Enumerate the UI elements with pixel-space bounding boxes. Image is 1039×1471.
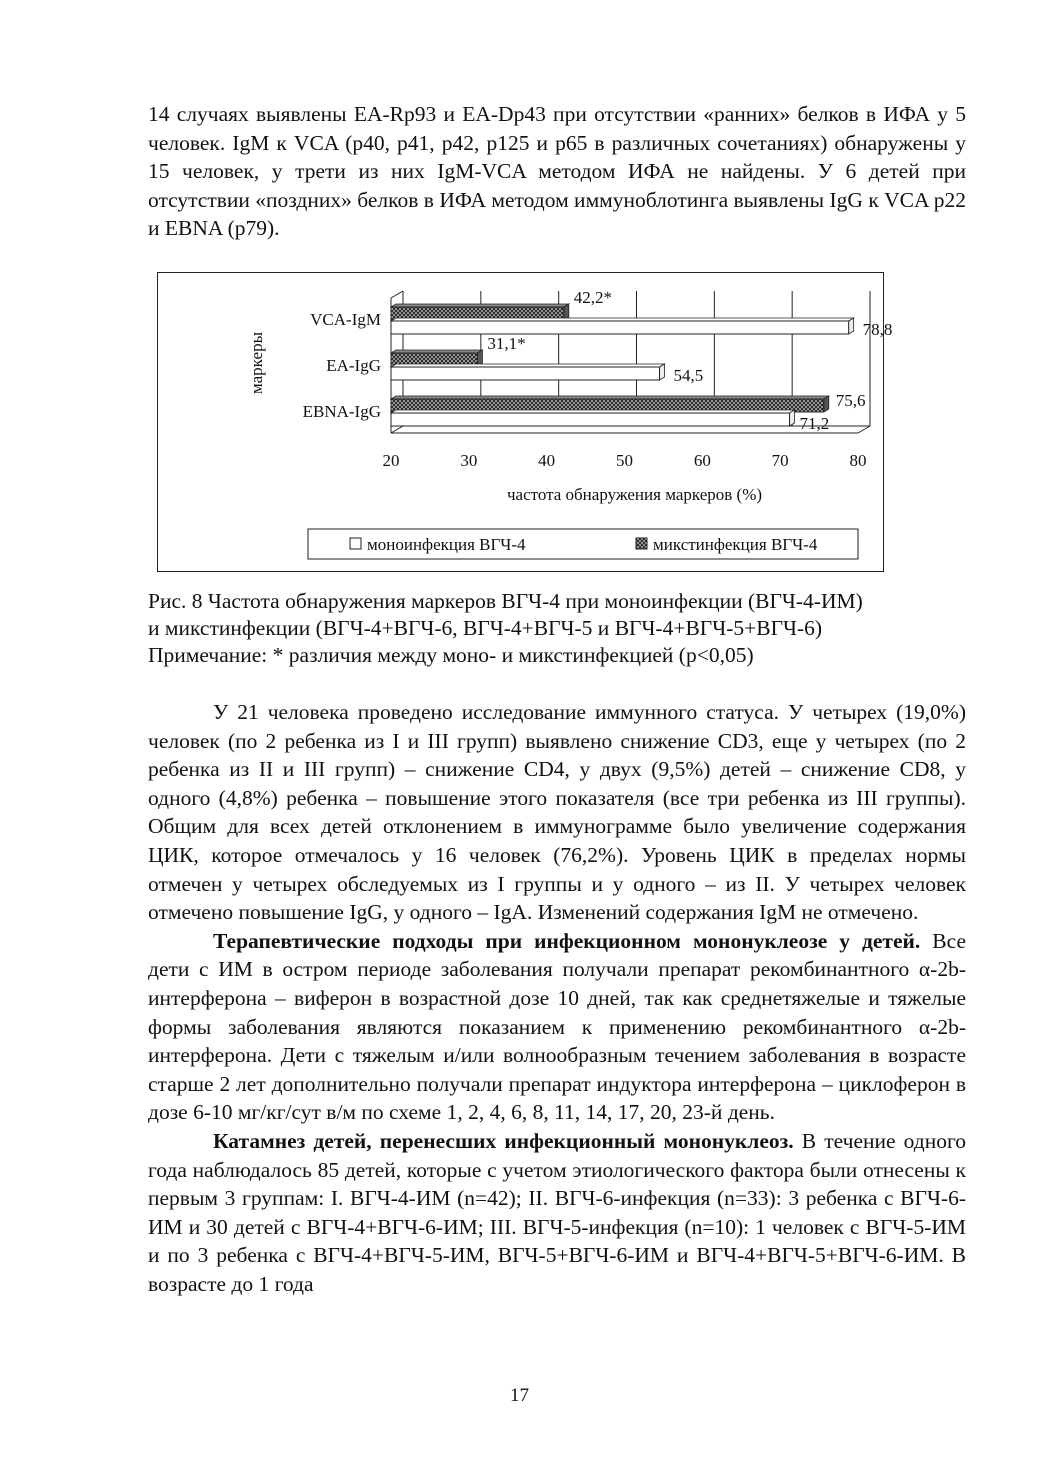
bar-mixed-side	[824, 396, 829, 412]
body-text	[148, 698, 966, 1298]
x-tick-label: 50	[616, 451, 633, 470]
paragraph-immune-status: У 21 человека проведено исследование иммунного статуса. У четырех (19,0%) человек (по 2 ребенка из I и III групп) выявлено снижение CD3, еще у четырех (по 2 ребенка из II и III групп) – снижение CD4, у двух (9,5%) детей – снижение CD8, у одного (4,8%) ребенка – повышение этого показателя (все три ребенка из III группы). Общим для всех детей отклонением в иммунограмме было увеличение содержания ЦИК, которое отмечалось у 16 человек (76,2%). Уровень ЦИК в пределах нормы отмечен у четырех обследуемых из I группы и у одного – из II. У четырех человек отмечено повышение IgG, у одного – IgA. Изменений содержания IgM не отмечено.	[148, 700, 966, 925]
category-label: EBNA-IgG	[302, 402, 381, 421]
x-tick-label: 40	[538, 451, 556, 470]
axis-floor-back	[391, 426, 870, 433]
category-label: VCA-IgM	[310, 310, 381, 329]
legend-label-mixed: микстинфекция ВГЧ-4	[653, 535, 818, 554]
heading-catamnesis: Катамнез детей, перенесших инфекционный мононуклеоз.	[213, 1128, 794, 1153]
x-axis-label: частота обнаружения маркеров (%)	[506, 485, 763, 504]
bar-chart	[158, 273, 893, 573]
data-label-mono: 54,5	[673, 366, 704, 385]
paragraph-therapy	[148, 927, 966, 1127]
page-number: 17	[510, 1385, 529, 1406]
text-catamnesis: В течение одного года наблюдалось 85 детей, которые с учетом этиологического фактора были отнесены к первым 3 группам: I. ВГЧ-4-ИМ (n=42); II. ВГЧ-6-инфекция (n=33): 3 ребенка с ВГЧ-6-ИМ и 30 детей с ВГЧ-4+ВГЧ-6-ИМ; III. ВГЧ-5-инфекция (n=10): 1 человек с ВГЧ-5-ИМ и по 3 ребенка с ВГЧ-4+ВГЧ-5-ИМ, ВГЧ-5+ВГЧ-6-ИМ и ВГЧ-4+ВГЧ-5+ВГЧ-6-ИМ. В возрасте до 1 года	[148, 1128, 967, 1296]
x-tick-label: 70	[771, 451, 789, 470]
bar-mono	[391, 367, 660, 380]
bar-mono	[391, 321, 849, 334]
x-tick-label: 20	[382, 451, 400, 470]
data-label-mono: 78,8	[862, 320, 893, 339]
paragraph-catamnesis	[148, 1127, 966, 1299]
x-tick-label: 60	[693, 451, 711, 470]
intro-paragraph: 14 случаях выявлены EA-Rp93 и EA-Dp43 при отсутствии «ранних» белков в ИФА у 5 человек. IgM к VCA (р40, р41, р42, р125 и р65 в различных сочетаниях) обнаружены у 15 человек, у трети из них IgM-VCA методом ИФА не найдены. У 6 детей при отсутствии «поздних» белков в ИФА методом иммуноблотинга выявлены IgG к VCA р22 и EBNA (р79).	[148, 102, 966, 241]
axis-floor-edge	[858, 426, 870, 433]
x-tick-label: 30	[460, 451, 478, 470]
caption-line-3: Примечание: * различия между моно- и микстинфекцией (р<0,05)	[148, 643, 754, 667]
y-axis-label: маркеры	[247, 332, 266, 394]
figure-chart	[157, 272, 893, 572]
caption-line-2: и микстинфекции (ВГЧ-4+ВГЧ-6, ВГЧ-4+ВГЧ-5 и ВГЧ-4+ВГЧ-5+ВГЧ-6)	[148, 616, 823, 640]
x-tick-label: 80	[849, 451, 867, 470]
figure-caption	[148, 588, 966, 669]
y-axis-top	[391, 291, 403, 298]
legend-swatch-mixed	[636, 538, 647, 549]
bar-mono	[391, 413, 790, 426]
category-label: EA-IgG	[326, 356, 381, 375]
legend-swatch-mono	[350, 538, 361, 549]
data-label-mixed: 31,1*	[487, 334, 526, 353]
data-label-mono: 71,2	[799, 414, 830, 433]
bar-mono-side	[660, 364, 665, 380]
heading-therapy: Терапевтические подходы при инфекционном мононуклеозе у детей.	[213, 928, 921, 953]
bar-mono-side	[849, 318, 854, 334]
caption-line-1: Рис. 8 Частота обнаружения маркеров ВГЧ-4 при моноинфекции (ВГЧ-4-ИМ)	[148, 589, 863, 613]
text-therapy: Все дети с ИМ в остром периоде заболевания получали препарат рекомбинантного α-2b-интерферона – виферон в возрастной дозе 10 дней, так как среднетяжелые и тяжелые формы заболевания являются показанием к применению рекомбинантного α-2b-интерферона. Дети с тяжелым и/или волнообразным течением заболевания в возрасте старше 2 лет дополнительно получали препарат индуктора интерферона – циклоферон в дозе 6-10 мг/кг/сут в/м по схеме 1, 2, 4, 6, 8, 11, 14, 17, 20, 23-й день.	[148, 928, 966, 1125]
data-label-mixed: 42,2*	[573, 288, 613, 307]
bar-mono-side	[790, 410, 795, 426]
legend-label-mono: моноинфекция ВГЧ-4	[367, 535, 526, 554]
data-label-mixed: 75,6	[835, 391, 866, 410]
